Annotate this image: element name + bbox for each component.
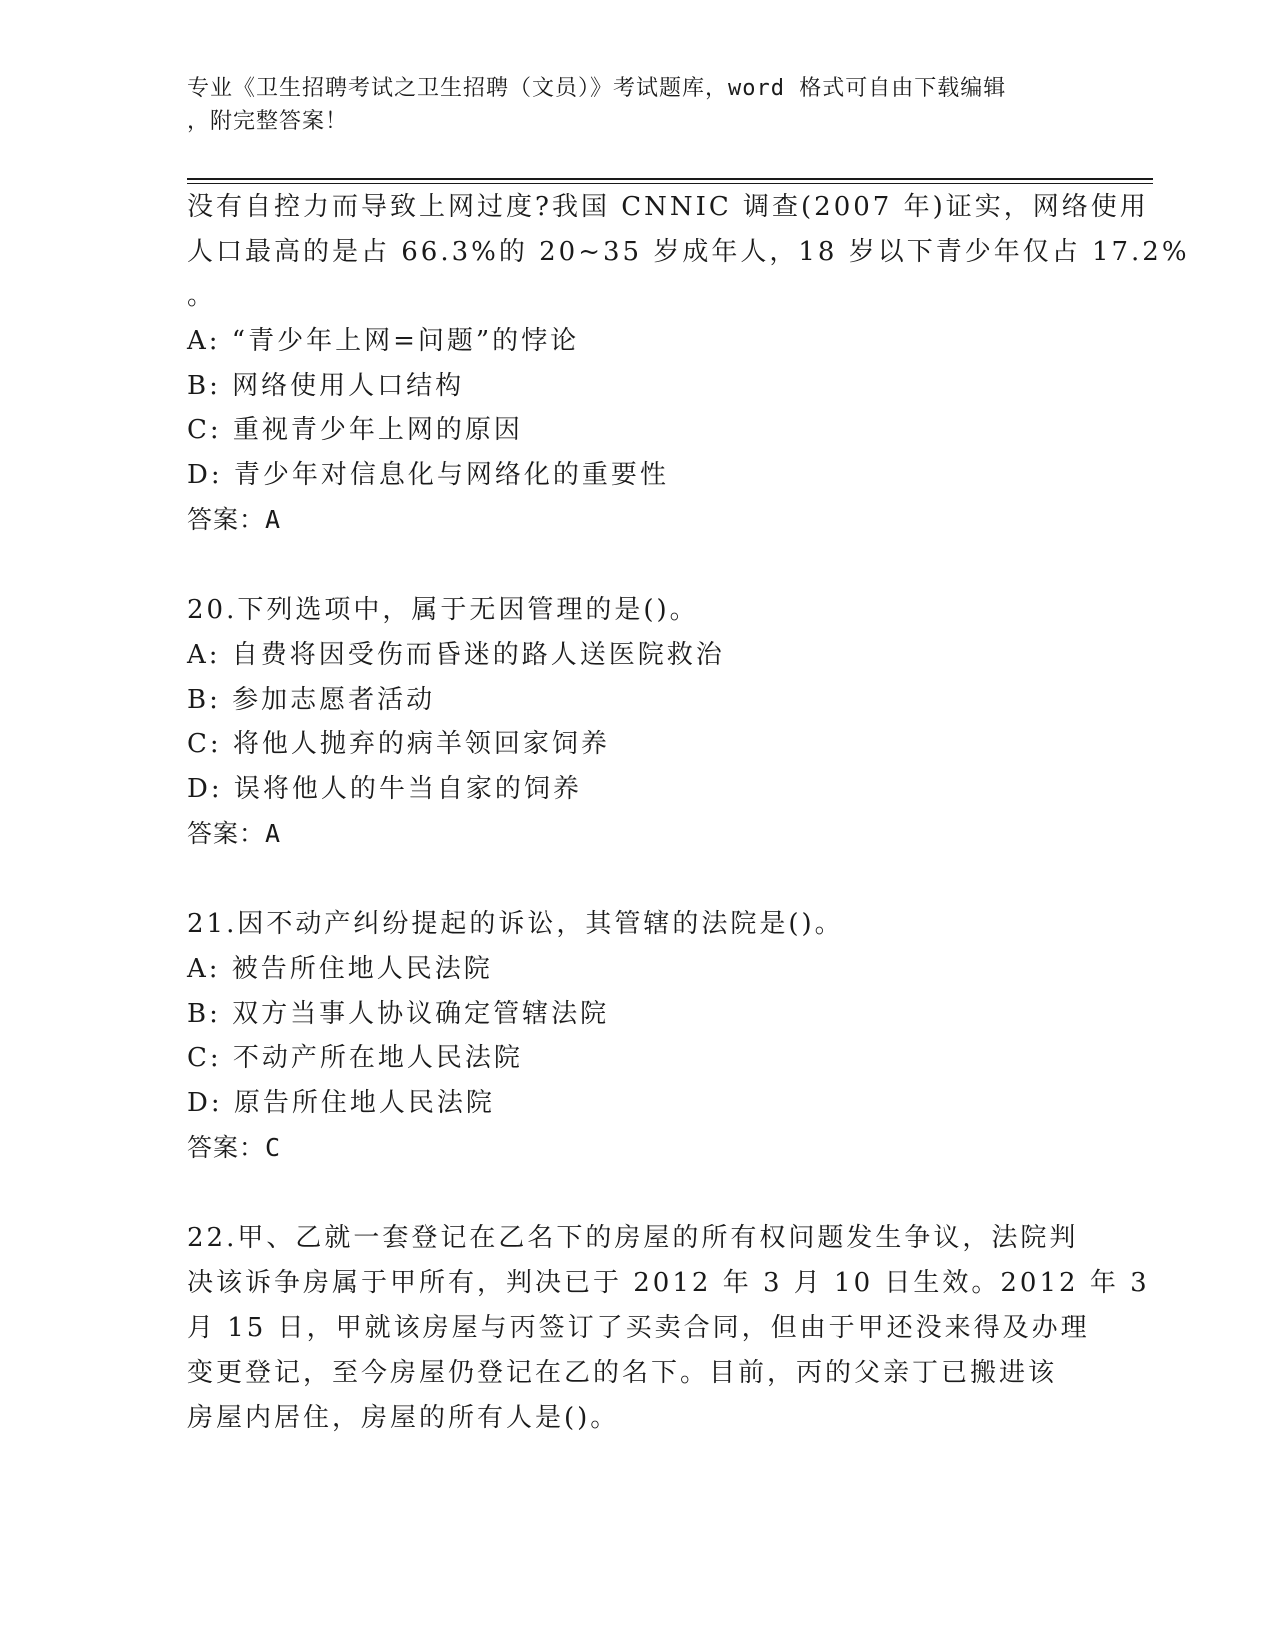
q19-text-line-3: 。 <box>187 281 217 311</box>
q20-option-a: A: 自费将因受伤而昏迷的路人送医院救治 <box>187 640 725 670</box>
q21-option-d: D: 原告所住地人民法院 <box>187 1088 495 1118</box>
q20-question: 20.下列选项中，属于无因管理的是()。 <box>187 595 699 625</box>
q19-option-d: D: 青少年对信息化与网络化的重要性 <box>187 460 669 490</box>
q19-option-c: C: 重视青少年上网的原因 <box>187 415 523 445</box>
q21-option-b: B: 双方当事人协议确定管辖法院 <box>187 999 610 1029</box>
q22-text-line-2: 决该诉争房属于甲所有，判决已于 2012 年 3 月 10 日生效。2012 年 3 <box>187 1268 1150 1298</box>
q21-option-c: C: 不动产所在地人民法院 <box>187 1043 523 1073</box>
q20-option-b: B: 参加志愿者活动 <box>187 685 436 715</box>
q19-option-b: B: 网络使用人口结构 <box>187 371 465 401</box>
q19-text-line-2: 人口最高的是占 66.3%的 20~35 岁成年人，18 岁以下青少年仅占 17.2% <box>187 237 1190 267</box>
q19-option-a: A: “青少年上网=问题”的悖论 <box>187 326 580 356</box>
q20-answer: 答案：A <box>187 819 282 848</box>
header-divider-thick <box>187 178 1153 180</box>
q22-text-line-3: 月 15 日，甲就该房屋与丙签订了买卖合同，但由于甲还没来得及办理 <box>187 1313 1090 1343</box>
header-divider-thin <box>187 183 1153 184</box>
q22-text-line-1: 22.甲、乙就一套登记在乙名下的房屋的所有权问题发生争议，法院判 <box>187 1223 1079 1253</box>
header-line-1: 专业《卫生招聘考试之卫生招聘（文员）》考试题库，word 格式可自由下载编辑 <box>187 76 1007 101</box>
q20-option-d: D: 误将他人的牛当自家的饲养 <box>187 774 582 804</box>
q21-question: 21.因不动产纠纷提起的诉讼，其管辖的法院是()。 <box>187 909 844 939</box>
document-header <box>187 72 1087 138</box>
header-line-2: ，附完整答案！ <box>187 109 349 134</box>
q21-answer: 答案：C <box>187 1133 282 1162</box>
q20-option-c: C: 将他人抛弃的病羊领回家饲养 <box>187 729 610 759</box>
q21-option-a: A: 被告所住地人民法院 <box>187 954 493 984</box>
q22-text-line-5: 房屋内居住，房屋的所有人是()。 <box>187 1403 620 1433</box>
q19-answer: 答案：A <box>187 505 282 534</box>
q19-text-line-1: 没有自控力而导致上网过度?我国 CNNIC 调查(2007 年)证实，网络使用 <box>187 192 1149 222</box>
q22-text-line-4: 变更登记，至今房屋仍登记在乙的名下。目前，丙的父亲丁已搬进该 <box>187 1358 1058 1388</box>
